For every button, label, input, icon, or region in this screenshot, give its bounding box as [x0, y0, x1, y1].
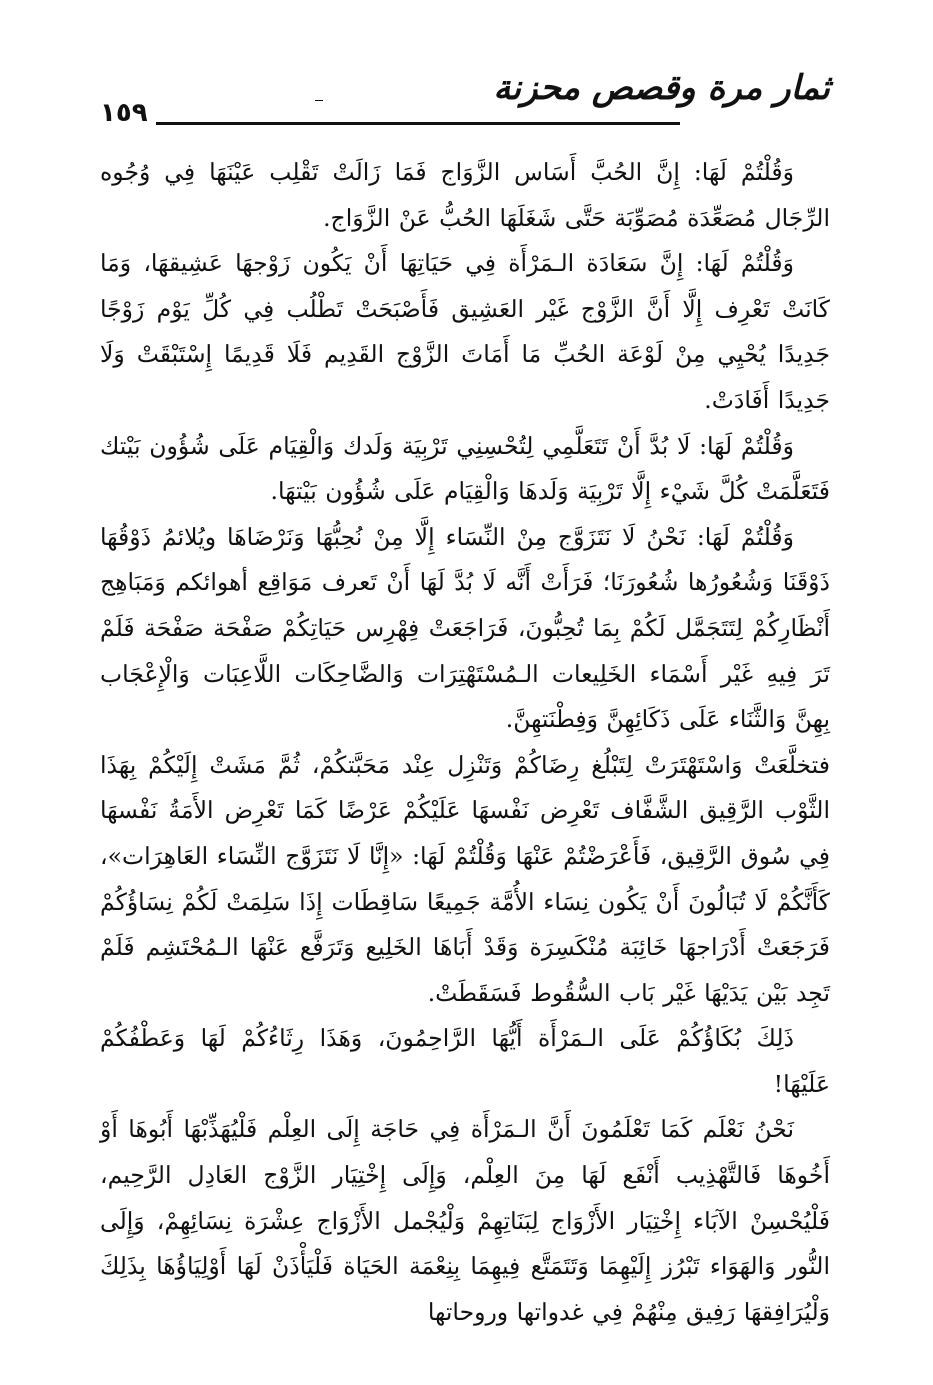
page-header: [100, 60, 830, 135]
paragraph: وَقُلْتُمْ لَهَا: نَحْنُ لَا نَتَزَوَّج مِنْ النِّسَاء إِلَّا مِنْ نُحِبُّهَا وَنَرْضَاهَا ويُلائمُ ذَوْقُهَا ذَوْقَنَا وَشُعُورُها شُعُورَنَا؛ فَرَأَتْ أَنَّه لَا بُدَّ لَهَا أَنْ تَعرف مَوَاقِع أهوائكم وَمَبَاهِج أَنْظَارِكُمْ لِتَتَجَمَّل لَكُمْ بِمَا تُحِبُّونَ، فَرَاجَعَتْ فِهْرِس حَيَاتِكُمْ صَفْحَة صَفْحَة فَلَمْ تَرَ فِيهِ غَيْر أَسْمَاء الخَلِيعات الـمُسْتَهْتِرَات وَالضَّاحِكَات اللَّاعِبَات وَالْإِعْجَاب بِهِنَّ وَالثَّنَاء عَلَى ذَكَائِهِنَّ وَفِطْنَتهِنَّ.: [100, 522, 830, 734]
header-dash: [315, 100, 323, 101]
paragraph: نَحْنُ نَعْلَم كَمَا تَعْلَمُونَ أَنَّ الـمَرْأَة فِي حَاجَة إِلَى العِلْم فَلْيُهَذِّبْهَا أَبُوهَا أَوْ أَخُوهَا فَالتَّهْذِيب أَنْفَع لَهَا مِنَ العِلْم، وَإِلَى إِخْتِيَار الزَّوْج العَادِل الرَّحِيم، فَلْيُحْسِنْ الآبَاء إِخْتِيَار الأَزْوَاج لِبَنَاتِهِمْ وَلْيُجْمل الأَزْوَاج عِشْرَة نِسَائِهِمْ، وَإِلَى النُّور وَالهَوَاء تَبْرُز إِلَيْهِمَا وَتَتَمَتَّع فِيهِمَا بِنِعْمَة الحَيَاة فَلْيَأْذَنْ لَهَا أَوْلِيَاؤُهَا بِذَلِكَ وَلْيُرَافِقهَا رَفِيق مِنْهُمْ فِي غدواتها وروحاتها: [100, 1115, 830, 1326]
paragraph: وَقُلْتُمْ لَهَا: لَا بُدَّ أَنْ تَتَعَلَّمِي لِتُحْسِنِي تَرْبِيَة وَلَدك وَالْقِيَام عَلَى شُؤُون بَيْتك فَتَعَلَّمَتْ كُلَّ شَيْء إِلَّا تَرْبِيَة وَلَدهَا وَالْقِيَام عَلَى شُؤُون بَيْتهَا.: [100, 431, 830, 506]
running-title: ثمار مرة وقصص محزنة: [493, 68, 830, 108]
paragraph: ذَلِكَ بُكَاؤُكُمْ عَلَى الـمَرْأَة أَيُّهَا الرَّاحِمُونَ، وَهَذَا رِثَاءُكُمْ لَهَا وَعَطْفُكُمْ عَلَيْهَا!: [100, 1024, 830, 1098]
paragraph: وَقُلْتُمْ لَهَا: إِنَّ سَعَادَة الـمَرْأَة فِي حَيَاتِهَا أَنْ يَكُون زَوْجهَا عَشِيقهَا، وَمَا كَانَتْ تَعْرِف إِلَّا أَنَّ الزَّوْج غَيْر العَشِيق فَأَصْبَحَتْ تَطْلُب فِي كُلِّ يَوْم زَوْجًا جَدِيدًا يُحْيِي مِنْ لَوْعَة الحُبِّ مَا أَمَاتَ الزَّوْج القَدِيم فَلَا قَدِيمًا إِسْتَبْقَتْ وَلَا جَدِيدًا أَفَادَتْ.: [100, 249, 830, 414]
body-text: [100, 150, 830, 1326]
header-rule: [156, 122, 680, 125]
page-number: ١٥٩: [100, 98, 148, 128]
paragraph: فتخلَّعَتْ وَاسْتَهْتَرَتْ لِتَبْلُغ رِضَاكُمْ وَتَنْزِل عِنْد مَحَبَّتكُمْ، ثُمَّ مَشَتْ إِلَيْكُمْ بِهَذَا الثَّوْب الرَّقِيق الشَّفَّاف تَعْرِض نَفْسهَا عَلَيْكُمْ عَرْضًا كَمَا تَعْرِض الأَمَةُ نَفْسهَا فِي سُوق الرَّقِيق، فَأَعْرَضْتُمْ عَنْهَا وَقُلْتُمْ لَهَا: «إِنَّا لَا نَتَزَوَّج النِّسَاء العَاهِرَات»، كَأَنَّكُمْ لَا تُبَالُونَ أَنْ يَكُون نِسَاء الأُمَّة جَمِيعًا سَاقِطَات إِذَا سَلِمَتْ لَكُمْ نِسَاؤُكُمْ فَرَجَعَتْ أَدْرَاجهَا خَائِبَة مُنْكَسِرَة وَقَدْ أَبَاهَا الخَلِيع وَتَرَفَّع عَنْهَا الـمُحْتَشِم فَلَمْ تَجِد بَيْن يَدَيْهَا غَيْر بَاب السُّقُوط فَسَقَطَتْ.: [100, 750, 830, 1007]
paragraph: وَقُلْتُمْ لَهَا: إِنَّ الحُبَّ أَسَاس الزَّوَاج فَمَا زَالَتْ تَقْلِب عَيْنَهَا فِي وُجُوه الرِّجَال مُصَعِّدَة مُصَوِّبَة حَتَّى شَغَلَهَا الحُبُّ عَنْ الزَّوَاج.: [100, 158, 830, 232]
